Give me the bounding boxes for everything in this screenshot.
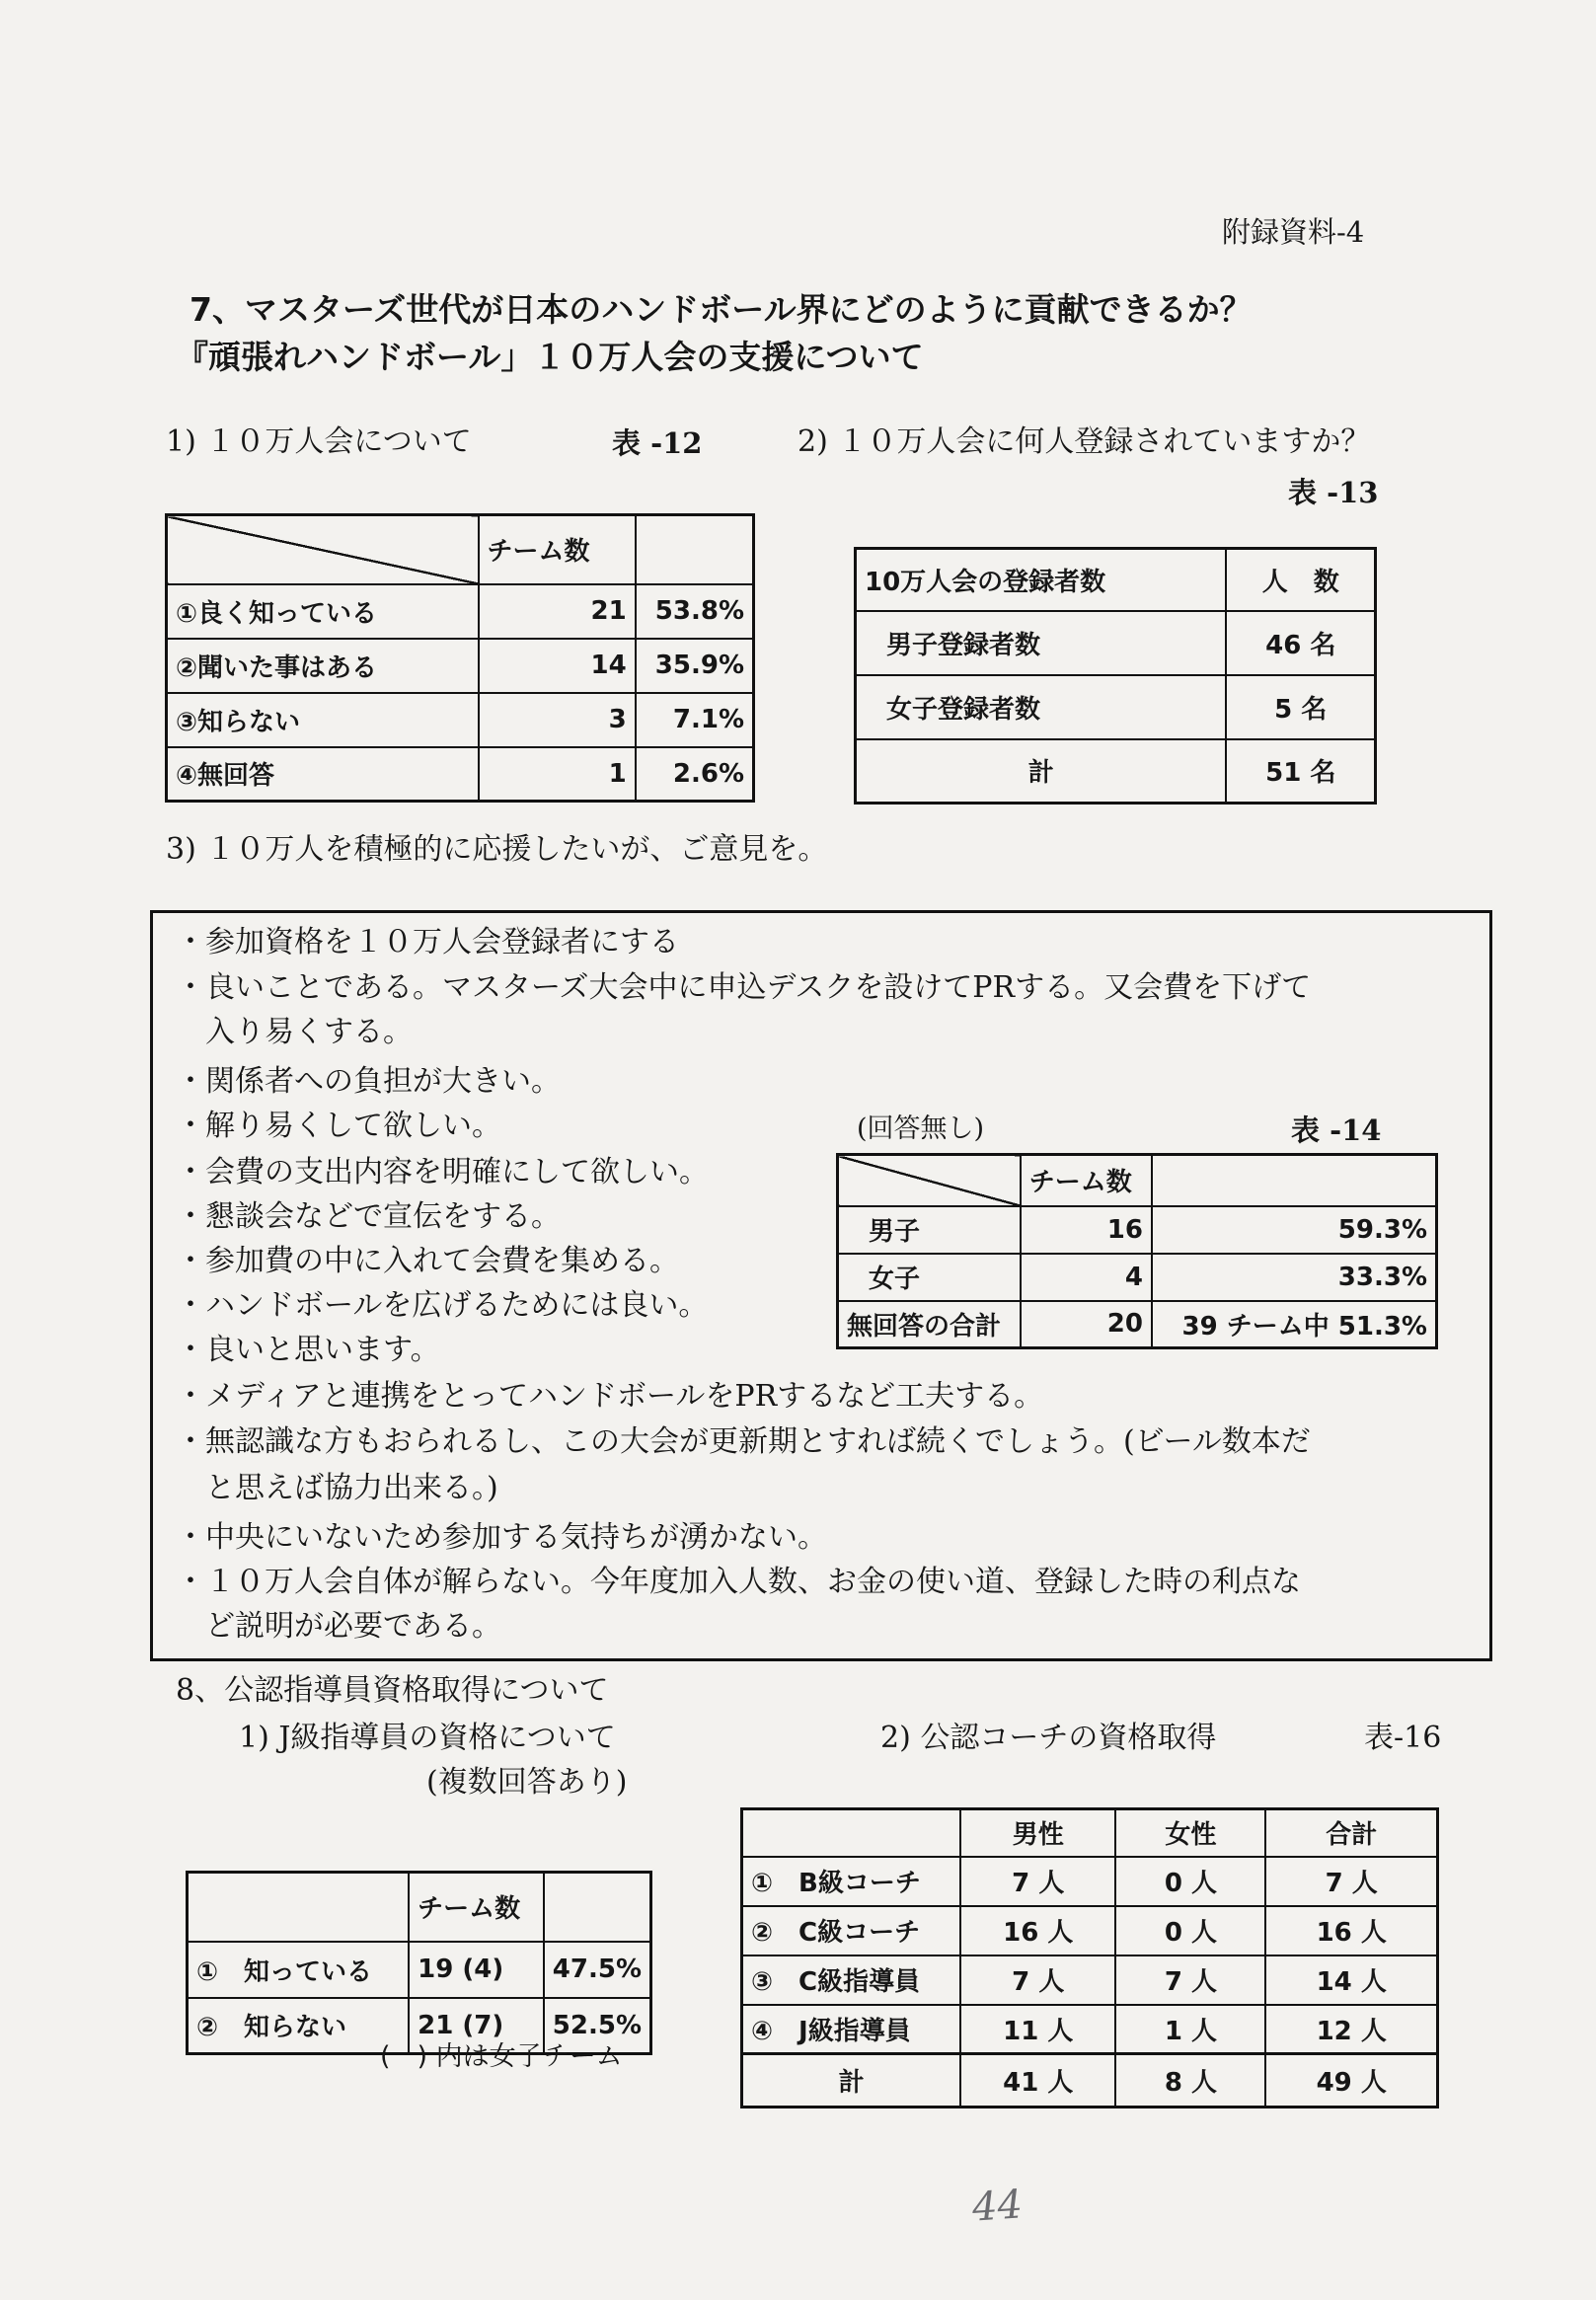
row-count: 21 (7) — [409, 1998, 544, 2054]
q2-label: 2) １０万人会に何人登録されていますか？ — [798, 424, 1371, 459]
comment-line: ・良いと思います。 — [176, 1333, 440, 1367]
row-male: 11 人 — [960, 2005, 1115, 2054]
row-female: 7 人 — [1115, 1955, 1265, 2005]
row-percent: 39 チーム中 51.3% — [1152, 1301, 1437, 1348]
table-14-header-blank — [1152, 1155, 1437, 1206]
comment-line: ・中央にいないため参加する気持ちが湧かない。 — [176, 1520, 827, 1555]
comment-line: ・参加資格を１０万人会登録者にする — [176, 925, 679, 959]
comment-line: ・会費の支出内容を明確にして欲しい。 — [176, 1155, 709, 1189]
table-13-header-label: 10万人会の登録者数 — [856, 549, 1227, 611]
comment-line: 入り易くする。 — [176, 1015, 413, 1049]
s8-q1-note: (複数回答あり) — [426, 1765, 628, 1800]
table-row — [167, 747, 754, 802]
row-percent: 2.6% — [636, 747, 754, 802]
section-8-title: 8、公認指導員資格取得について — [176, 1673, 609, 1708]
row-total: 12 人 — [1265, 2005, 1437, 2054]
row-count: 1 — [479, 747, 636, 802]
comment-line: ・メディアと連携をとってハンドボールをPRするなど工夫する。 — [176, 1379, 1044, 1414]
row-count: 20 — [1021, 1301, 1152, 1348]
table-13 — [854, 547, 1377, 805]
row-label: ① 知っている — [188, 1942, 410, 1998]
table-13-id: 表 -13 — [1288, 476, 1379, 509]
appendix-label: 附録資料-4 — [1222, 215, 1365, 249]
table-12-header-blank — [636, 515, 754, 584]
table-14 — [836, 1153, 1438, 1349]
comment-line: ・解り易くして欲しい。 — [176, 1109, 501, 1143]
table-16-header-blank — [742, 1809, 961, 1857]
table-row — [838, 1206, 1437, 1254]
header-total: 合計 — [1265, 1809, 1437, 1857]
total-male: 41 人 — [960, 2054, 1115, 2108]
header-male: 男性 — [960, 1809, 1115, 1857]
table-row — [856, 675, 1376, 739]
table-12-id: 表 -12 — [612, 426, 703, 460]
table-row — [838, 1254, 1437, 1301]
table-row — [167, 639, 754, 693]
total-label: 計 — [742, 2054, 961, 2108]
table-15-header-blank — [188, 1873, 410, 1942]
table-15 — [186, 1871, 652, 2055]
row-count: 16 — [1021, 1206, 1152, 1254]
q1-label: 1) １０万人会について — [166, 424, 472, 459]
row-male: 7 人 — [960, 1857, 1115, 1906]
table-15-footnote: ( ) 内は女子チーム — [380, 2041, 623, 2072]
table-total-row — [742, 2054, 1438, 2108]
row-label: ① B級コーチ — [742, 1857, 961, 1906]
total-female: 8 人 — [1115, 2054, 1265, 2108]
row-label: 女子 — [838, 1254, 1021, 1301]
row-percent: 47.5% — [544, 1942, 651, 1998]
s8-q2-label: 2) 公認コーチの資格取得 — [880, 1721, 1217, 1755]
row-label: ② 知らない — [188, 1998, 410, 2054]
table-row — [838, 1301, 1437, 1348]
section-7-title: 7、マスターズ世代が日本のハンドボール界にどのように貢献できるか？ — [190, 290, 1253, 329]
row-label: ② C級コーチ — [742, 1906, 961, 1955]
comment-line: ・良いことである。マスターズ大会中に申込デスクを設けてPRする。又会費を下げて — [176, 970, 1312, 1005]
row-label: 男子登録者数 — [856, 611, 1227, 675]
row-percent: 53.8% — [636, 584, 754, 639]
row-label: 計 — [856, 739, 1227, 804]
table-16-id: 表-16 — [1364, 1721, 1442, 1755]
section-7-subtitle: 『頑張れハンドボール」１０万人会の支援について — [176, 338, 924, 376]
row-label: ①良く知っている — [167, 584, 479, 639]
q3-label: 3) １０万人を積極的に応援したいが、ご意見を。 — [166, 832, 828, 867]
table-15-header-blank-2 — [544, 1873, 651, 1942]
row-male: 7 人 — [960, 1955, 1115, 2005]
s8-q1-label: 1) J級指導員の資格について — [239, 1721, 616, 1755]
table-15-header: チーム数 — [409, 1873, 544, 1942]
table-row — [856, 739, 1376, 804]
row-total: 14 人 — [1265, 1955, 1437, 2005]
row-male: 16 人 — [960, 1906, 1115, 1955]
row-count: 3 — [479, 693, 636, 747]
table-row — [188, 1942, 651, 1998]
row-female: 0 人 — [1115, 1857, 1265, 1906]
comment-line: ・１０万人会自体が解らない。今年度加入人数、お金の使い道、登録した時の利点な — [176, 1565, 1301, 1599]
table-16 — [740, 1807, 1439, 2108]
row-percent: 33.3% — [1152, 1254, 1437, 1301]
comment-line: ・懇談会などで宣伝をする。 — [176, 1199, 561, 1234]
table-12-diagonal-cell — [167, 515, 479, 584]
row-label: ④ J級指導員 — [742, 2005, 961, 2054]
table-row — [742, 2005, 1438, 2054]
comment-line: と思えば協力出来る。) — [176, 1471, 498, 1505]
row-count: 14 — [479, 639, 636, 693]
row-total: 7 人 — [1265, 1857, 1437, 1906]
header-female: 女性 — [1115, 1809, 1265, 1857]
row-label: ③ C級指導員 — [742, 1955, 961, 2005]
table-14-diagonal-cell — [838, 1155, 1021, 1206]
row-percent: 35.9% — [636, 639, 754, 693]
row-count: 21 — [479, 584, 636, 639]
table-13-header-value: 人 数 — [1226, 549, 1375, 611]
row-value: 46 名 — [1226, 611, 1375, 675]
comment-line: ・ハンドボールを広げるためには良い。 — [176, 1288, 709, 1323]
row-count: 4 — [1021, 1254, 1152, 1301]
row-label: 男子 — [838, 1206, 1021, 1254]
row-percent: 59.3% — [1152, 1206, 1437, 1254]
table-row — [742, 1955, 1438, 2005]
table-12-header: チーム数 — [479, 515, 636, 584]
comment-line: ど説明が必要である。 — [176, 1609, 501, 1644]
table-row — [167, 584, 754, 639]
table-row — [856, 611, 1376, 675]
table-14-id: 表 -14 — [1291, 1113, 1382, 1147]
page-number: 44 — [970, 2182, 1025, 2231]
row-label: ③知らない — [167, 693, 479, 747]
table-14-caption: (回答無し) — [857, 1113, 985, 1144]
row-label: 女子登録者数 — [856, 675, 1227, 739]
comment-line: ・参加費の中に入れて会費を集める。 — [176, 1244, 679, 1278]
row-female: 0 人 — [1115, 1906, 1265, 1955]
table-12 — [165, 513, 755, 803]
row-total: 16 人 — [1265, 1906, 1437, 1955]
row-percent: 52.5% — [544, 1998, 651, 2054]
table-row — [742, 1857, 1438, 1906]
row-label: 無回答の合計 — [838, 1301, 1021, 1348]
row-label: ②聞いた事はある — [167, 639, 479, 693]
table-14-header: チーム数 — [1021, 1155, 1152, 1206]
total-total: 49 人 — [1265, 2054, 1437, 2108]
row-female: 1 人 — [1115, 2005, 1265, 2054]
table-row — [742, 1906, 1438, 1955]
row-count: 19 (4) — [409, 1942, 544, 1998]
table-row — [167, 693, 754, 747]
row-label: ④無回答 — [167, 747, 479, 802]
row-percent: 7.1% — [636, 693, 754, 747]
row-value: 51 名 — [1226, 739, 1375, 804]
comment-line: ・関係者への負担が大きい。 — [176, 1064, 561, 1099]
row-value: 5 名 — [1226, 675, 1375, 739]
comment-line: ・無認識な方もおられるし、この大会が更新期とすれば続くでしょう。(ビール数本だ — [176, 1424, 1311, 1459]
